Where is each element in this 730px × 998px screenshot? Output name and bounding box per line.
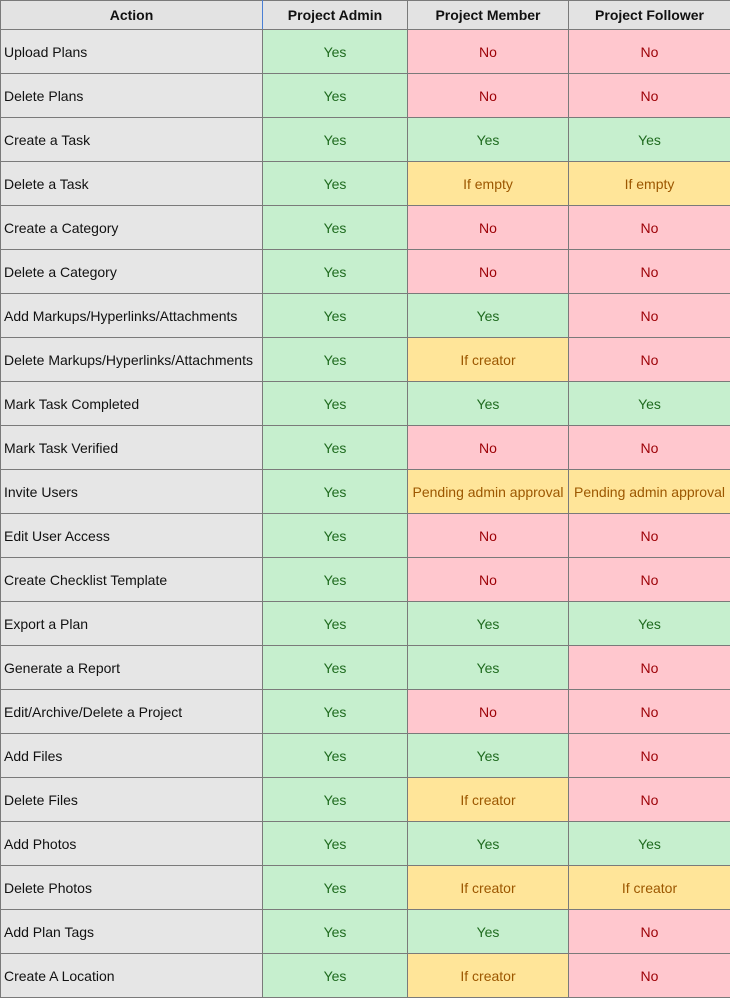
- action-cell[interactable]: Delete Files: [1, 778, 263, 822]
- member-cell[interactable]: If empty: [408, 162, 569, 206]
- action-cell[interactable]: Mark Task Verified: [1, 426, 263, 470]
- follower-cell[interactable]: No: [569, 74, 730, 118]
- follower-cell[interactable]: No: [569, 734, 730, 778]
- follower-cell[interactable]: Yes: [569, 118, 730, 162]
- member-cell[interactable]: No: [408, 558, 569, 602]
- follower-cell[interactable]: If empty: [569, 162, 730, 206]
- member-cell[interactable]: Yes: [408, 602, 569, 646]
- action-cell[interactable]: Edit User Access: [1, 514, 263, 558]
- action-cell[interactable]: Delete Plans: [1, 74, 263, 118]
- admin-cell[interactable]: Yes: [263, 910, 408, 954]
- table-row: [1, 602, 730, 646]
- admin-cell[interactable]: Yes: [263, 250, 408, 294]
- admin-cell[interactable]: Yes: [263, 954, 408, 998]
- table-row: [1, 206, 730, 250]
- header-project-admin[interactable]: Project Admin: [263, 1, 408, 30]
- header-action[interactable]: Action: [1, 1, 263, 30]
- action-cell[interactable]: Delete a Task: [1, 162, 263, 206]
- member-cell[interactable]: If creator: [408, 954, 569, 998]
- table-row: [1, 866, 730, 910]
- admin-cell[interactable]: Yes: [263, 338, 408, 382]
- follower-cell[interactable]: No: [569, 690, 730, 734]
- action-cell[interactable]: Invite Users: [1, 470, 263, 514]
- table-row: [1, 910, 730, 954]
- header-project-member[interactable]: Project Member: [408, 1, 569, 30]
- admin-cell[interactable]: Yes: [263, 470, 408, 514]
- follower-cell[interactable]: No: [569, 910, 730, 954]
- admin-cell[interactable]: Yes: [263, 690, 408, 734]
- action-cell[interactable]: Add Files: [1, 734, 263, 778]
- table-row: [1, 646, 730, 690]
- admin-cell[interactable]: Yes: [263, 602, 408, 646]
- action-cell[interactable]: Generate a Report: [1, 646, 263, 690]
- follower-cell[interactable]: No: [569, 206, 730, 250]
- follower-cell[interactable]: No: [569, 558, 730, 602]
- table-header: [1, 1, 730, 30]
- follower-cell[interactable]: No: [569, 954, 730, 998]
- table-row: [1, 690, 730, 734]
- table-row: [1, 822, 730, 866]
- action-cell[interactable]: Upload Plans: [1, 30, 263, 74]
- admin-cell[interactable]: Yes: [263, 558, 408, 602]
- admin-cell[interactable]: Yes: [263, 646, 408, 690]
- action-cell[interactable]: Delete a Category: [1, 250, 263, 294]
- member-cell[interactable]: If creator: [408, 338, 569, 382]
- member-cell[interactable]: Yes: [408, 118, 569, 162]
- admin-cell[interactable]: Yes: [263, 294, 408, 338]
- admin-cell[interactable]: Yes: [263, 206, 408, 250]
- admin-cell[interactable]: Yes: [263, 822, 408, 866]
- admin-cell[interactable]: Yes: [263, 382, 408, 426]
- member-cell[interactable]: Yes: [408, 734, 569, 778]
- table-row: [1, 74, 730, 118]
- table-row: [1, 118, 730, 162]
- member-cell[interactable]: No: [408, 426, 569, 470]
- action-cell[interactable]: Mark Task Completed: [1, 382, 263, 426]
- table-row: [1, 778, 730, 822]
- table-row: [1, 734, 730, 778]
- table-row: [1, 514, 730, 558]
- follower-cell[interactable]: Yes: [569, 382, 730, 426]
- table-row: [1, 558, 730, 602]
- member-cell[interactable]: No: [408, 690, 569, 734]
- follower-cell[interactable]: No: [569, 778, 730, 822]
- table-row: [1, 470, 730, 514]
- member-cell[interactable]: If creator: [408, 778, 569, 822]
- action-cell[interactable]: Delete Markups/Hyperlinks/Attachments: [1, 338, 263, 382]
- action-cell[interactable]: Export a Plan: [1, 602, 263, 646]
- admin-cell[interactable]: Yes: [263, 778, 408, 822]
- admin-cell[interactable]: Yes: [263, 514, 408, 558]
- follower-cell[interactable]: Yes: [569, 822, 730, 866]
- table-row: [1, 382, 730, 426]
- table-row: [1, 30, 730, 74]
- action-cell[interactable]: Create a Task: [1, 118, 263, 162]
- member-cell[interactable]: No: [408, 250, 569, 294]
- admin-cell[interactable]: Yes: [263, 30, 408, 74]
- admin-cell[interactable]: Yes: [263, 734, 408, 778]
- member-cell[interactable]: No: [408, 206, 569, 250]
- table-row: [1, 338, 730, 382]
- member-cell[interactable]: Yes: [408, 910, 569, 954]
- action-cell[interactable]: Delete Photos: [1, 866, 263, 910]
- action-cell[interactable]: Create Checklist Template: [1, 558, 263, 602]
- header-row: [1, 1, 730, 30]
- follower-cell[interactable]: No: [569, 426, 730, 470]
- follower-cell[interactable]: If creator: [569, 866, 730, 910]
- member-cell[interactable]: If creator: [408, 866, 569, 910]
- table-body: [1, 30, 730, 998]
- follower-cell[interactable]: No: [569, 646, 730, 690]
- follower-cell[interactable]: No: [569, 250, 730, 294]
- member-cell[interactable]: Yes: [408, 294, 569, 338]
- member-cell[interactable]: No: [408, 74, 569, 118]
- member-cell[interactable]: Yes: [408, 382, 569, 426]
- member-cell[interactable]: Yes: [408, 646, 569, 690]
- admin-cell[interactable]: Yes: [263, 162, 408, 206]
- follower-cell[interactable]: Pending admin approval: [569, 470, 730, 514]
- table-row: [1, 162, 730, 206]
- follower-cell[interactable]: No: [569, 514, 730, 558]
- admin-cell[interactable]: Yes: [263, 426, 408, 470]
- follower-cell[interactable]: No: [569, 338, 730, 382]
- follower-cell[interactable]: No: [569, 294, 730, 338]
- action-cell[interactable]: Add Photos: [1, 822, 263, 866]
- action-cell[interactable]: Add Plan Tags: [1, 910, 263, 954]
- table-row: [1, 250, 730, 294]
- admin-cell[interactable]: Yes: [263, 74, 408, 118]
- admin-cell[interactable]: Yes: [263, 118, 408, 162]
- follower-cell[interactable]: Yes: [569, 602, 730, 646]
- table-row: [1, 426, 730, 470]
- follower-cell[interactable]: No: [569, 30, 730, 74]
- action-cell[interactable]: Edit/Archive/Delete a Project: [1, 690, 263, 734]
- member-cell[interactable]: No: [408, 30, 569, 74]
- header-project-follower[interactable]: Project Follower: [569, 1, 730, 30]
- member-cell[interactable]: Pending admin approval: [408, 470, 569, 514]
- member-cell[interactable]: Yes: [408, 822, 569, 866]
- action-cell[interactable]: Create A Location: [1, 954, 263, 998]
- table-row: [1, 294, 730, 338]
- action-cell[interactable]: Add Markups/Hyperlinks/Attachments: [1, 294, 263, 338]
- member-cell[interactable]: No: [408, 514, 569, 558]
- admin-cell[interactable]: Yes: [263, 866, 408, 910]
- table-row: [1, 954, 730, 998]
- action-cell[interactable]: Create a Category: [1, 206, 263, 250]
